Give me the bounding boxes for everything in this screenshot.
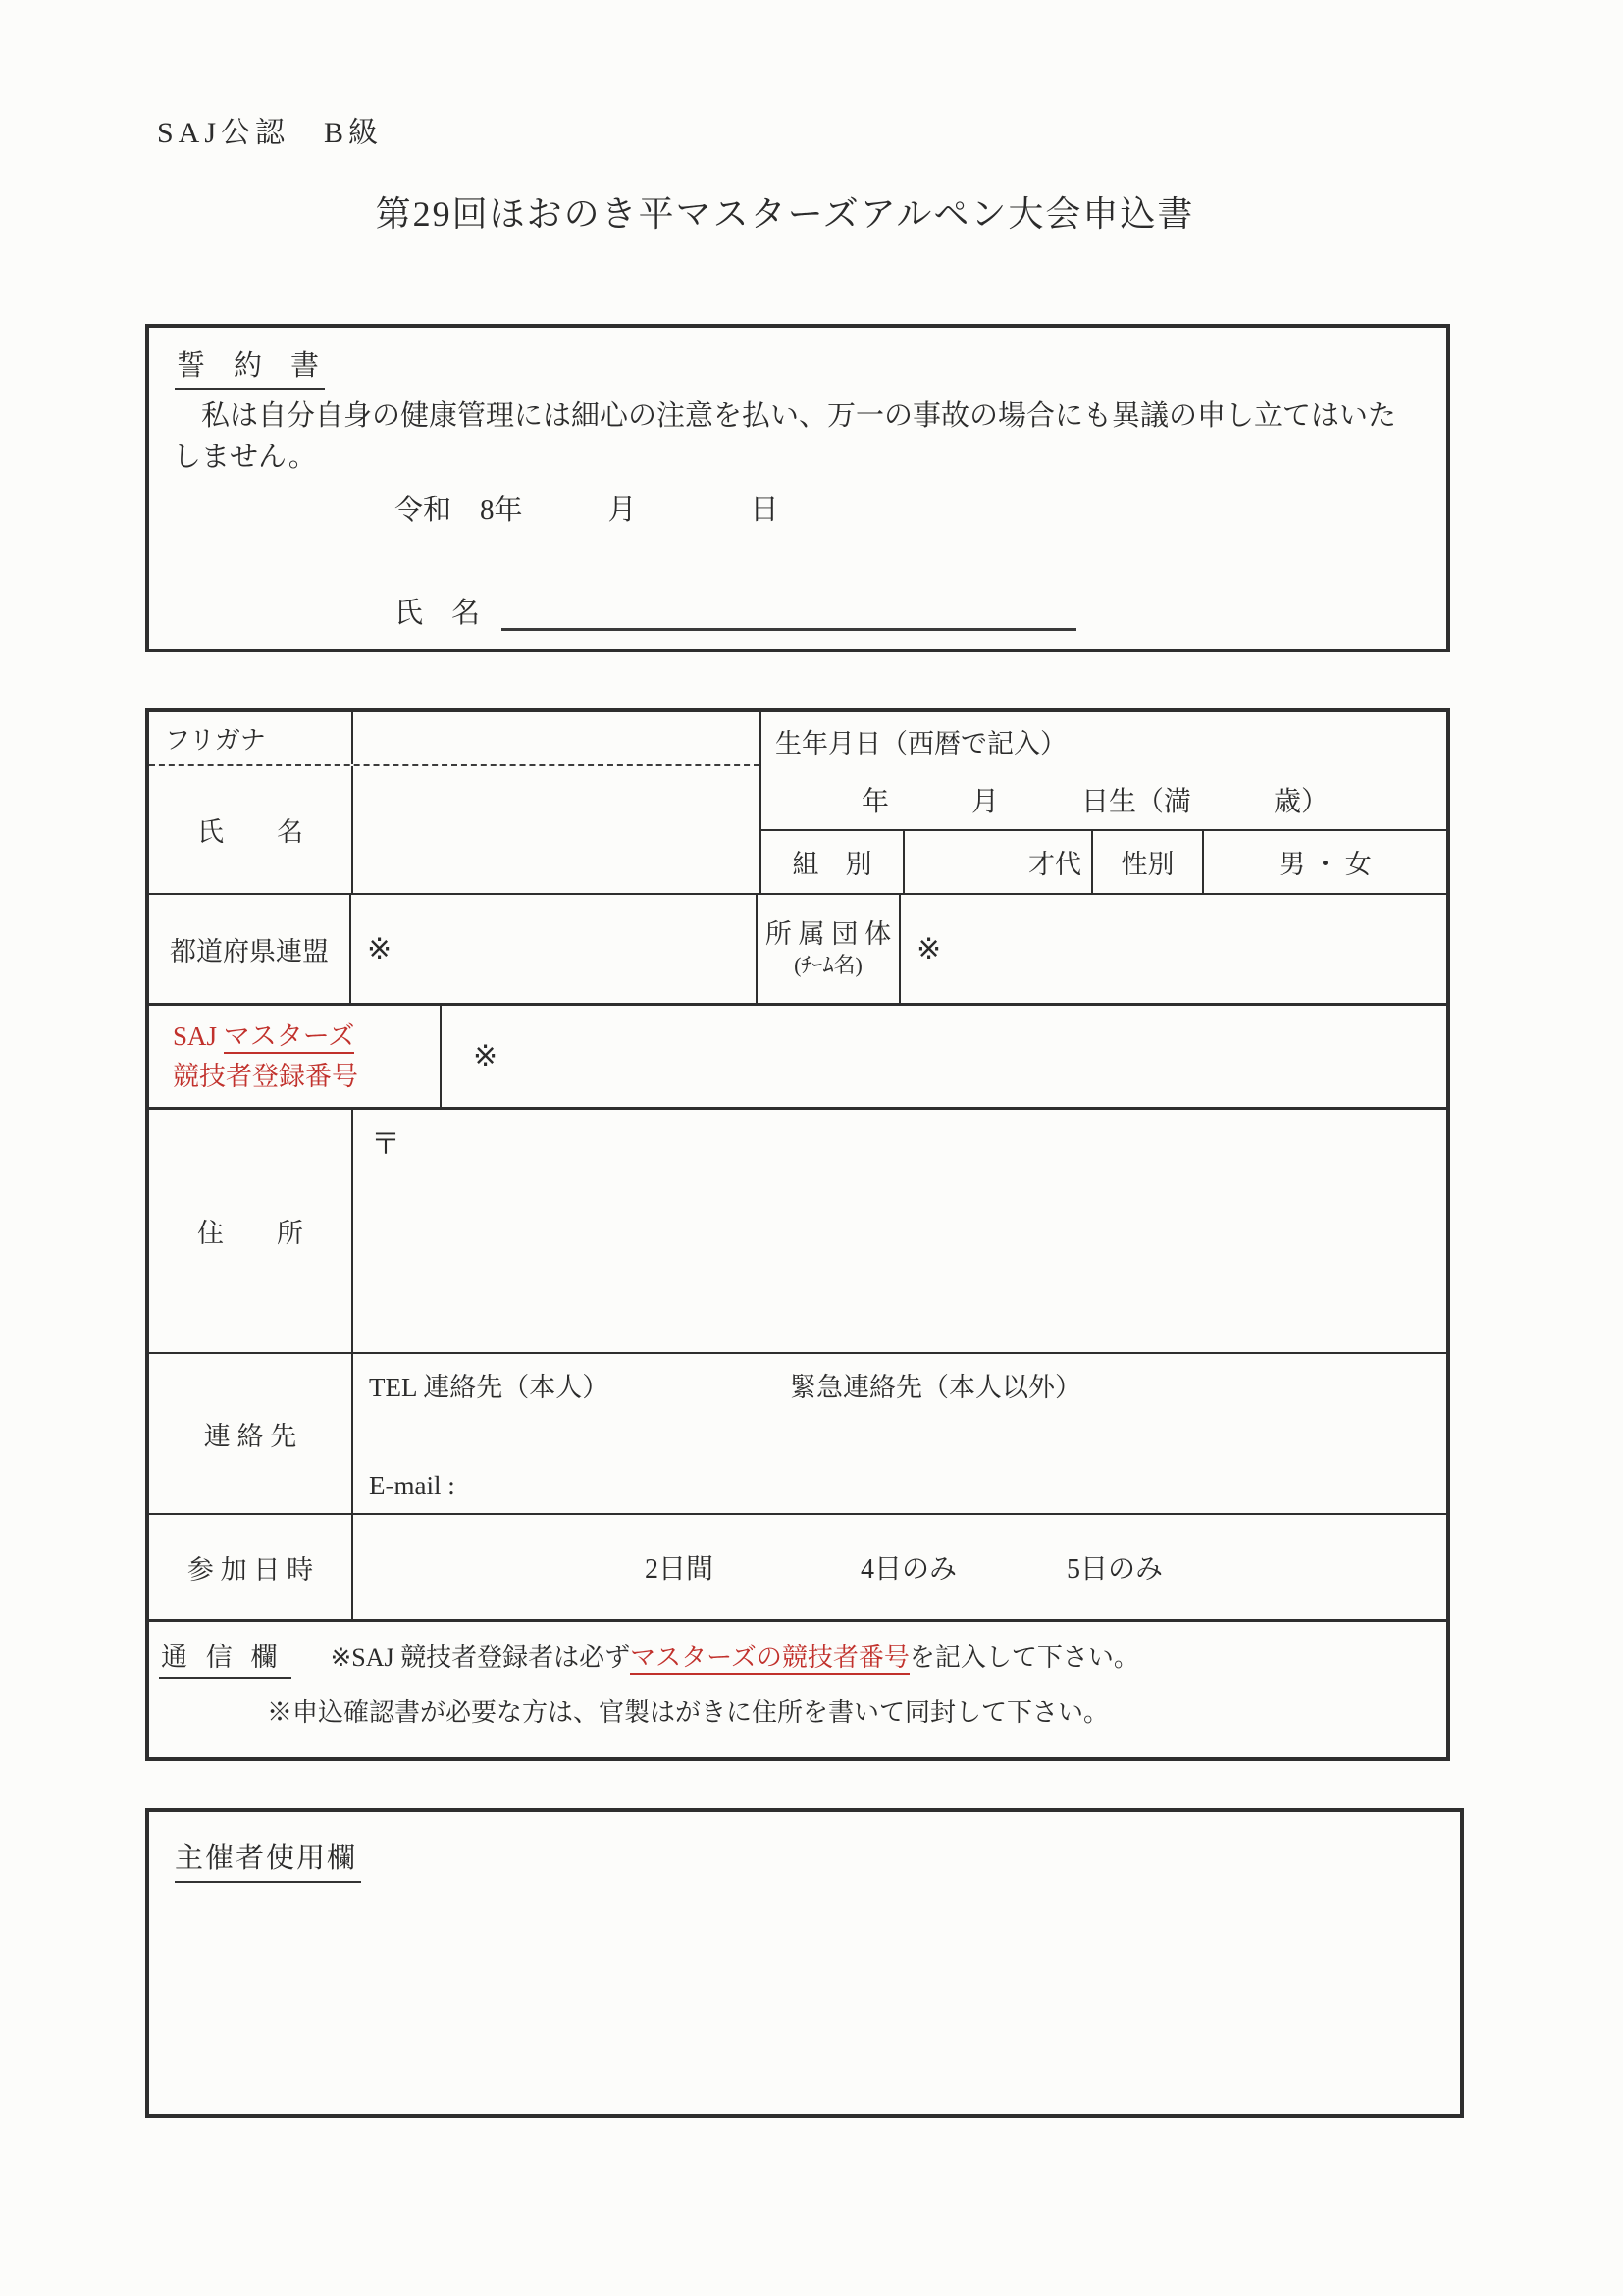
organizer-box bbox=[145, 1808, 1464, 2118]
participation-option: 2日間 bbox=[645, 1554, 714, 1585]
furigana-label-cell: フリガナ bbox=[165, 726, 266, 755]
age-group-label: 才代 bbox=[905, 831, 1093, 893]
team-required-mark: ※ bbox=[916, 932, 942, 965]
saj-required-mark: ※ bbox=[473, 1040, 498, 1072]
birthdate-header: 生年月日（西暦で記入） bbox=[775, 729, 1067, 758]
participation-option: 5日のみ bbox=[1067, 1554, 1164, 1585]
certification-label: SAJ公認 B級 bbox=[157, 117, 384, 149]
pledge-date-line: 令和 8年 月 日 bbox=[394, 495, 779, 527]
prefecture-team-row bbox=[149, 893, 1446, 1003]
pledge-box bbox=[145, 324, 1450, 652]
application-table bbox=[145, 708, 1450, 1761]
birthdate-block bbox=[759, 712, 1446, 893]
pledge-signature-row bbox=[394, 591, 1076, 631]
name-block bbox=[149, 712, 759, 893]
name-input-cell bbox=[351, 766, 759, 893]
address-input-cell bbox=[351, 1110, 1446, 1352]
participation-option: 4日のみ bbox=[861, 1554, 958, 1585]
note-2: ※申込確認書が必要な方は、官製はがきに住所を書いて同封して下さい。 bbox=[267, 1698, 1110, 1727]
gender-options: 男 ・ 女 bbox=[1279, 850, 1372, 879]
participation-row bbox=[149, 1513, 1446, 1619]
team-input-cell bbox=[901, 895, 1446, 1003]
participation-options-cell bbox=[351, 1515, 1446, 1619]
contact-label: 連 絡 先 bbox=[203, 1421, 297, 1451]
name-label-cell: 氏 名 bbox=[197, 817, 303, 847]
contact-row bbox=[149, 1352, 1446, 1513]
birthdate-cell bbox=[761, 712, 1446, 831]
address-row bbox=[149, 1107, 1446, 1352]
saj-number-input-cell bbox=[442, 1006, 1446, 1107]
pledge-name-label: 氏 名 bbox=[394, 598, 481, 629]
pledge-heading: 誓 約 書 bbox=[175, 343, 325, 390]
furigana-input-cell bbox=[351, 712, 759, 764]
pledge-body: 私は自分自身の健康管理には細心の注意を払い、万一の事故の場合にも異議の申し立てはいたしません。 bbox=[173, 400, 1397, 474]
emergency-label: 緊急連絡先（本人以外） bbox=[790, 1373, 1081, 1402]
email-label: E-mail : bbox=[369, 1471, 455, 1500]
prefecture-required-mark: ※ bbox=[367, 932, 393, 965]
birthdate-line: 年 月 日生（満 歳） bbox=[862, 787, 1330, 817]
group-label: 組 別 bbox=[761, 831, 905, 893]
note-1-highlight: マスターズの競技者番号 bbox=[630, 1644, 910, 1675]
saj-number-row bbox=[149, 1003, 1446, 1107]
address-label: 住 所 bbox=[197, 1219, 303, 1248]
prefecture-label: 都道府県連盟 bbox=[149, 895, 351, 1003]
tel-label: TEL 連絡先（本人） bbox=[369, 1373, 609, 1402]
form-title: 第29回ほおのき平マスターズアルペン大会申込書 bbox=[375, 194, 1195, 234]
notes-row bbox=[149, 1619, 1446, 1757]
postal-mark: 〒 bbox=[371, 1128, 400, 1161]
participation-label: 参 加 日 時 bbox=[186, 1554, 314, 1585]
team-label: 所 属 団 体 (ﾁｰﾑ名) bbox=[758, 895, 901, 1003]
notes-label: 通 信 欄 bbox=[159, 1636, 291, 1679]
note-1: ※SAJ 競技者登録者は必ずマスターズの競技者番号を記入して下さい。 bbox=[331, 1638, 1139, 1674]
saj-number-label: SAJ マスターズ 競技者登録番号 bbox=[149, 1006, 442, 1107]
contact-input-cell bbox=[351, 1354, 1446, 1513]
gender-label: 性別 bbox=[1093, 831, 1204, 893]
group-gender-row bbox=[761, 831, 1446, 893]
organizer-label: 主催者使用欄 bbox=[175, 1836, 361, 1883]
pledge-signature-line bbox=[501, 622, 1076, 631]
name-birthdate-row bbox=[149, 712, 1446, 893]
prefecture-input-cell bbox=[351, 895, 758, 1003]
